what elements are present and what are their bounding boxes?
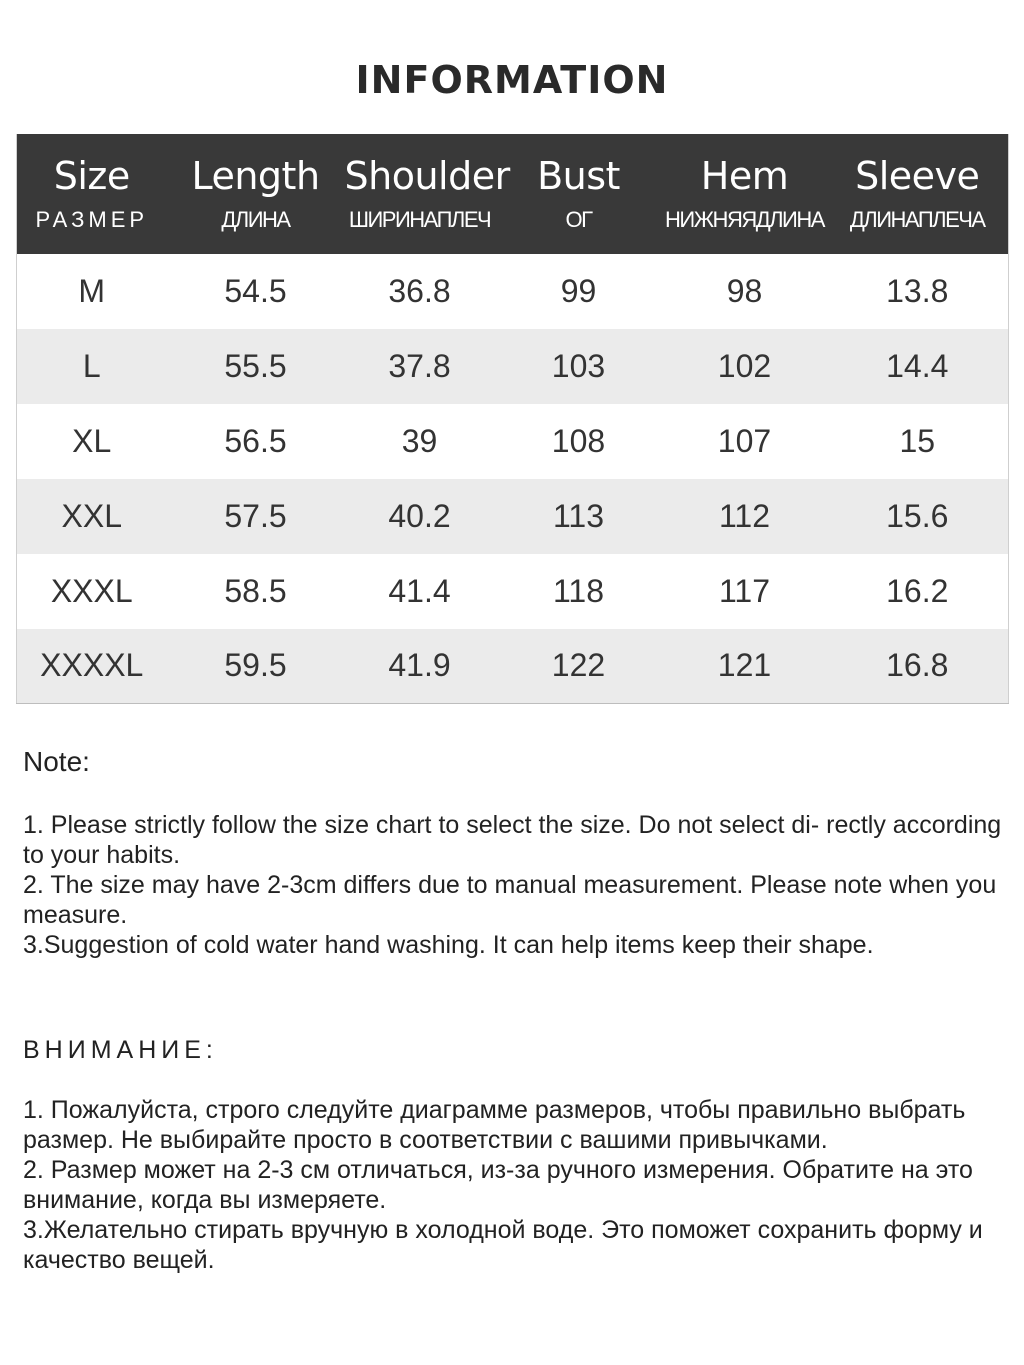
cell-bust: 118: [552, 572, 604, 609]
header-size: [17, 134, 167, 254]
cell-hem: 107: [717, 422, 772, 459]
table-row: [17, 554, 1009, 629]
cell-bust: 99: [560, 272, 597, 309]
cell-shoulder: 39: [401, 422, 438, 459]
cell-sleeve: 15.6: [886, 497, 949, 534]
cell-size: XXXL: [50, 572, 133, 609]
table-row: [17, 629, 1009, 704]
header-en: Shoulder: [344, 154, 510, 198]
cell-size: L: [82, 347, 101, 384]
cell-length: 57.5: [224, 497, 287, 534]
header-en: Size: [53, 154, 130, 198]
cell-hem: 102: [717, 347, 772, 384]
header-ru: ДЛИНА: [221, 207, 290, 232]
cell-length: 56.5: [224, 422, 287, 459]
table-row: [17, 329, 1009, 404]
cell-size: M: [78, 272, 106, 309]
table-row: [17, 404, 1009, 479]
cell-sleeve: 13.8: [886, 272, 949, 309]
cell-bust: 113: [552, 497, 604, 534]
note-item: 1. Пожалуйста, строго следуйте диаграмме размеров, чтобы правильно выбрать размер. Не выбирайте просто в соответствии с вашими привычками.: [23, 1096, 966, 1154]
cell-shoulder: 40.2: [388, 497, 451, 534]
cell-hem: 117: [718, 572, 770, 609]
cell-length: 54.5: [224, 272, 287, 309]
cell-size: XL: [72, 422, 112, 459]
page-title: INFORMATION: [355, 58, 669, 102]
cell-hem: 112: [718, 497, 770, 534]
header-length: [167, 134, 345, 254]
cell-bust: 103: [551, 347, 606, 384]
cell-shoulder: 41.4: [388, 572, 451, 609]
cell-size: XXXXL: [40, 647, 144, 684]
header-bust: [495, 134, 663, 254]
table-row: [17, 479, 1009, 554]
cell-hem: 121: [717, 647, 772, 684]
cell-hem: 98: [726, 272, 763, 309]
cell-shoulder: 37.8: [388, 347, 451, 384]
cell-sleeve: 16.8: [886, 647, 949, 684]
note-item: 1. Please strictly follow the size chart to select the size. Do not select di- rectly according to your habits.: [23, 811, 1002, 869]
header-sleeve: [827, 134, 1009, 254]
header-ru: НИЖНЯЯДЛИНА: [665, 207, 824, 232]
cell-bust: 122: [551, 647, 606, 684]
note-heading-ru: ВНИМАНИЕ:: [23, 1036, 218, 1064]
header-en: Bust: [537, 154, 620, 198]
header-ru: ДЛИНАПЛЕЧА: [849, 207, 985, 232]
cell-shoulder: 36.8: [388, 272, 451, 309]
header-shoulder: [344, 134, 510, 254]
note-list-ru: [23, 1095, 1003, 1275]
size-chart-table: [16, 134, 1009, 704]
header-hem: [663, 134, 827, 254]
note-item: 3.Желательно стирать вручную в холодной воде. Это поможет сохранить форму и качество вещей.: [23, 1216, 983, 1274]
header-en: Length: [191, 154, 320, 198]
cell-length: 55.5: [224, 347, 287, 384]
header-en: Hem: [700, 154, 789, 198]
header-ru: ОГ: [565, 207, 592, 232]
cell-sleeve: 15: [899, 422, 936, 459]
table-row: [17, 254, 1009, 329]
header-ru: ШИРИНАПЛЕЧ: [348, 207, 491, 232]
cell-shoulder: 41.9: [388, 647, 451, 684]
header-ru: РАЗМЕР: [35, 207, 149, 232]
note-item: 2. Размер может на 2-3 см отличаться, из-за ручного измерения. Обратите на это внимание, когда вы измеряете.: [23, 1156, 973, 1214]
cell-length: 58.5: [224, 572, 287, 609]
note-list-en: [23, 810, 1003, 960]
cell-sleeve: 16.2: [886, 572, 949, 609]
cell-sleeve: 14.4: [886, 347, 949, 384]
table-header-row: [17, 134, 1009, 254]
cell-length: 59.5: [224, 647, 287, 684]
cell-size: XXL: [61, 497, 122, 534]
cell-bust: 108: [551, 422, 606, 459]
note-item: 2. The size may have 2-3cm differs due to manual measurement. Please note when you measure.: [23, 871, 997, 929]
note-item: 3.Suggestion of cold water hand washing. It can help items keep their shape.: [23, 931, 874, 959]
header-en: Sleeve: [855, 154, 980, 198]
note-heading-en: Note:: [23, 746, 90, 777]
